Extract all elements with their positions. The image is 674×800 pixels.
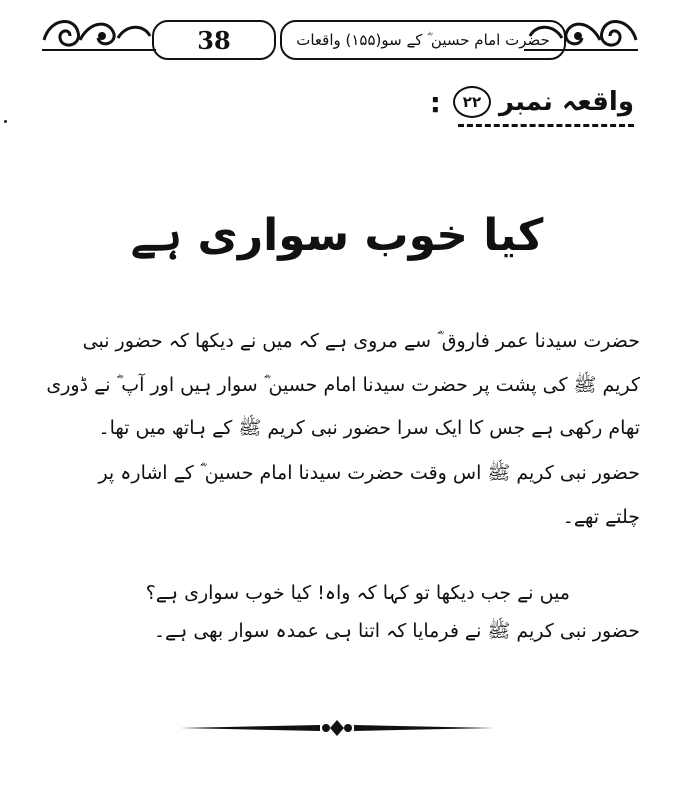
body-line: حضور نبی کریم ﷺ اس وقت حضرت سیدنا امام حسین ؓ کے اشارہ پر [98,462,640,484]
incident-heading [430,84,634,120]
diamond-divider-icon [180,716,494,740]
print-speck [4,120,7,123]
body-line: کریم ﷺ کی پشت پر حضرت سیدنا امام حسین ؓ سوار ہیں اور آپ ؓ نے ڈوری [46,374,640,396]
floral-scroll-icon [40,10,160,56]
page-header [40,6,640,60]
body-line: چلتے تھے۔ [562,506,640,528]
incident-label: واقعہ نمبر [498,87,634,117]
body-line: حضور نبی کریم ﷺ نے فرمایا کہ اتنا ہی عمدہ سوار بھی ہے۔ [153,620,640,642]
book-title: حضرت امام حسین ؓ کے سو(۱۵۵) واقعات [280,20,566,60]
heading-underline [458,124,634,127]
floral-scroll-icon [520,10,640,56]
page-number: 38 [152,20,276,60]
incident-colon: : [429,85,441,119]
body-line: میں نے جب دیکھا تو کہا کہ واہ! کیا خوب سواری ہے؟ [145,582,570,604]
page-title: کیا خوب سواری ہے [130,210,544,261]
body-line: حضرت سیدنا عمر فاروق ؓ سے مروی ہے کہ میں نے دیکھا کہ حضور نبی [82,330,640,352]
body-line: تھام رکھی ہے جس کا ایک سرا حضور نبی کریم ﷺ کے ہاتھ میں تھا۔ [98,417,640,439]
incident-number: ۲۲ [453,86,491,118]
